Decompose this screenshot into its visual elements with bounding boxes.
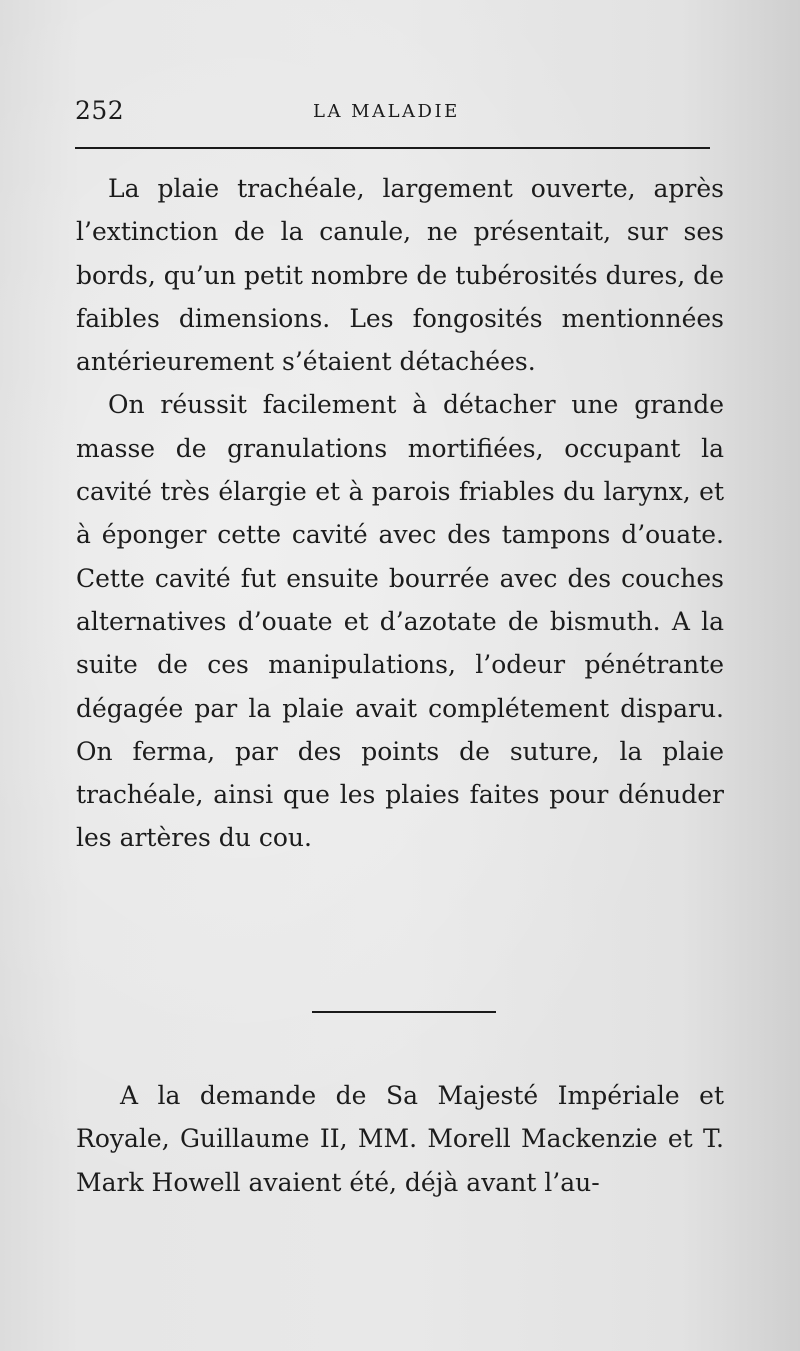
paragraph: A la demande de Sa Majesté Impériale et Royale, Guillaume II, MM. Morell Mackenzie et T. Mark Howell avaient été, déjà avant l’au- (76, 1081, 724, 1197)
header-rule (75, 147, 710, 149)
running-head: LA MALADIE (313, 101, 460, 122)
paragraph: On réussit facilement à détacher une grande masse de granulations mortifiées, occupant la cavité très élargie et à parois friables du larynx, et à éponger cette cavité avec des tampons d’ouate. Cette cavité fut ensuite bourrée avec des couches alternatives d’ouate et d’azotate de bismuth. A la suite de ces manipulations, l’odeur pénétrante dégagée par la plaie avait complétement disparu. On ferma, par des points de suture, la plaie trachéale, ainsi que les plaies faites pour dénuder les artères du cou. (76, 390, 724, 853)
main-text (76, 167, 724, 860)
paragraph: La plaie trachéale, largement ouverte, après l’extinction de la canule, ne présentait, sur ses bords, qu’un petit nombre de tubérosités dures, de faibles dimensions. Les fongosités mentionnées antérieurement s’étaient détachées. (76, 174, 724, 377)
section-divider (312, 1011, 496, 1013)
continued-text (76, 1074, 724, 1204)
page-number: 252 (75, 96, 125, 125)
page-header (75, 96, 710, 136)
